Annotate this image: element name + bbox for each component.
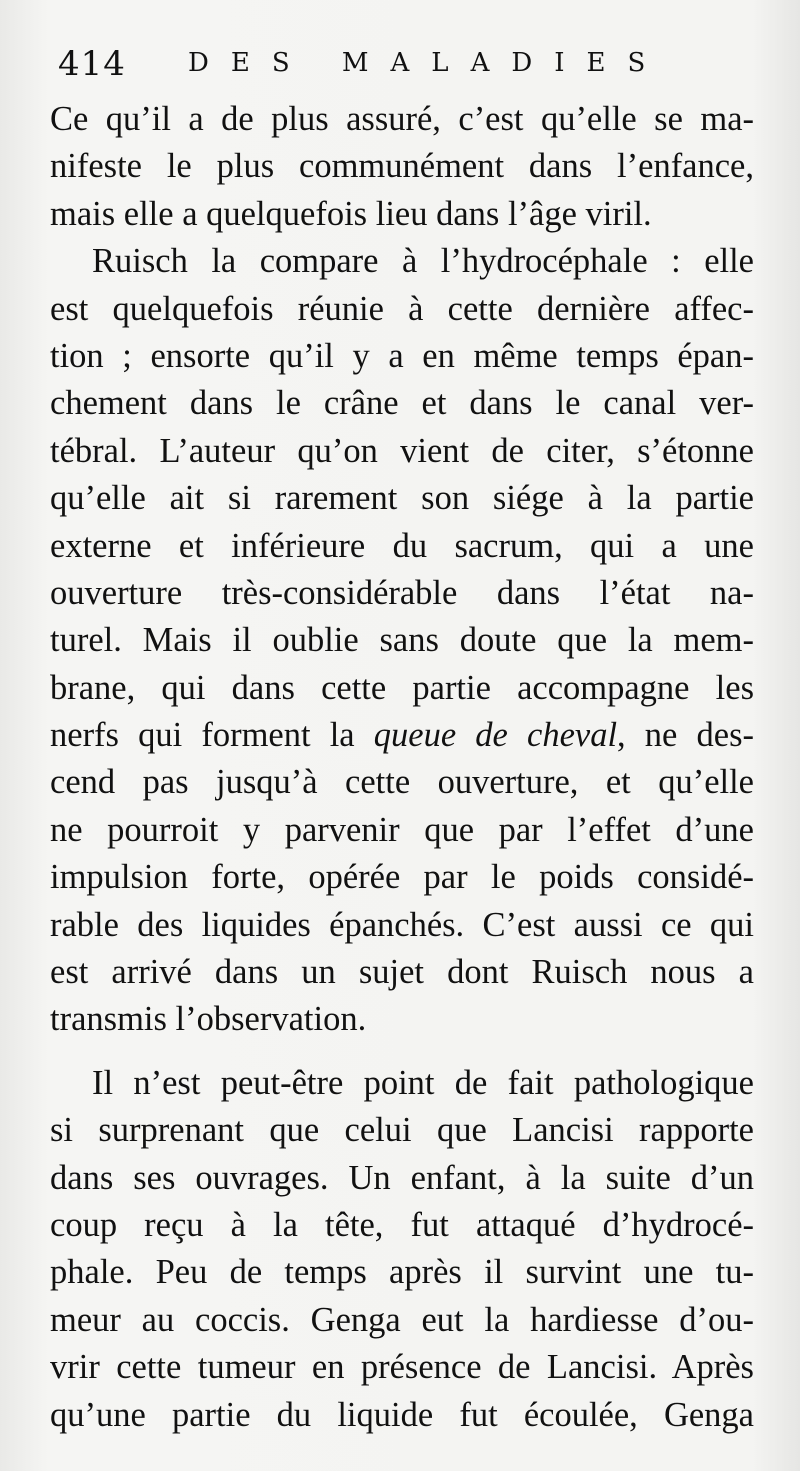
text-line: Ruisch la compare à l’hydrocéphale : elle (92, 242, 754, 281)
text-line: ne pourroit y parvenir que par l’effet d’une (50, 810, 754, 849)
text-line: turel. Mais il oublie sans doute que la mem- (50, 621, 754, 660)
text-line: tébral. L’auteur qu’on vient de citer, s’étonne (50, 431, 754, 470)
text-line: vrir cette tumeur en présence de Lancisi. Après (50, 1348, 754, 1387)
text-line: coup reçu à la tête, fut attaqué d’hydrocé- (50, 1205, 754, 1244)
paragraph-2 (50, 238, 754, 1044)
italic-term: queue de cheval (373, 716, 618, 755)
text-line: dans ses ouvrages. Un enfant, à la suite d’un (50, 1158, 754, 1197)
text-line: nifeste le plus communément dans l’enfance, (50, 147, 754, 186)
text-line: rable des liquides épanchés. C’est aussi ce qui (50, 905, 754, 944)
text-line: phale. Peu de temps après il survint une tu- (50, 1253, 754, 1292)
text-line: ouverture très-considérable dans l’état na- (50, 573, 754, 612)
paragraph-1 (50, 96, 754, 238)
text-line: externe et inférieure du sacrum, qui a une (50, 526, 754, 565)
text-line: est quelquefois réunie à cette dernière affec- (50, 289, 754, 328)
running-title: DES MALADIES (188, 48, 668, 78)
text-line: meur au coccis. Genga eut la hardiesse d’ou- (50, 1300, 754, 1339)
text-line: impulsion forte, opérée par le poids considé- (50, 858, 754, 897)
text-segment: , ne des- (617, 716, 754, 755)
text-line: brane, qui dans cette partie accompagne les (50, 668, 754, 707)
text-line: si surprenant que celui que Lancisi rapporte (50, 1111, 754, 1150)
text-line: Ce qu’il a de plus assuré, c’est qu’elle se ma- (50, 100, 754, 138)
page-number: 414 (58, 44, 126, 84)
text-line: qu’elle ait si rarement son siége à la partie (50, 479, 754, 518)
text-line: Il n’est peut-être point de fait pathologique (92, 1063, 754, 1102)
text-line: est arrivé dans un sujet dont Ruisch nous a (50, 953, 754, 992)
body-text (50, 96, 754, 1439)
text-line: cend pas jusqu’à cette ouverture, et qu’elle (50, 763, 754, 802)
text-line: qu’une partie du liquide fut écoulée, Genga (50, 1395, 754, 1434)
text-line: chement dans le crâne et dans le canal ver- (50, 384, 754, 423)
text-line: mais elle a quelquefois lieu dans l’âge viril. (50, 194, 652, 233)
text-line: tion ; ensorte qu’il y a en même temps épan- (50, 336, 754, 375)
text-line-with-italic (50, 712, 754, 759)
text-line: transmis l’observation. (50, 1000, 367, 1039)
page-header (58, 44, 758, 92)
paragraph-3 (50, 1060, 754, 1439)
text-segment: nerfs qui forment la (50, 716, 374, 755)
